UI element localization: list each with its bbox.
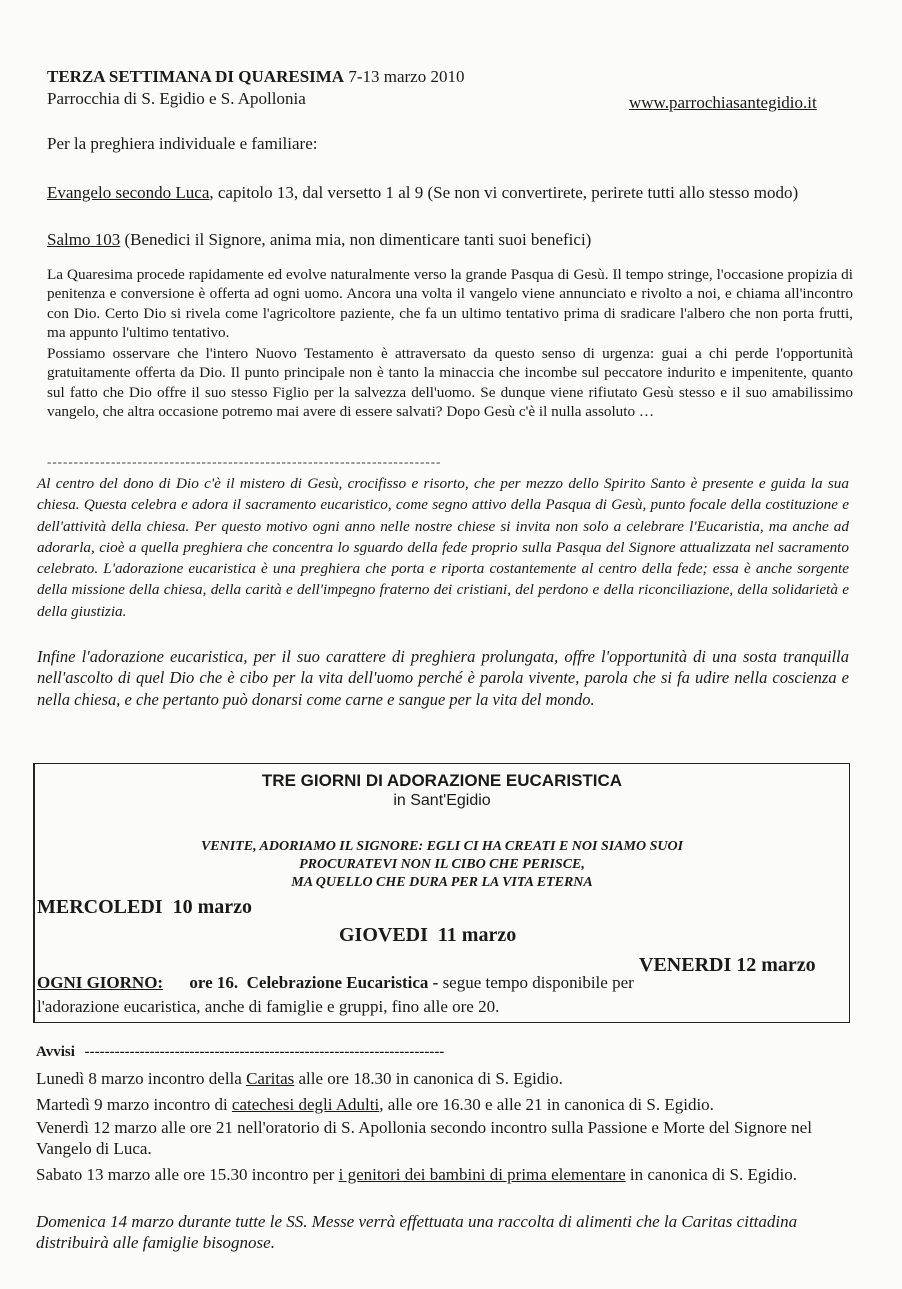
event-day-wednesday: MERCOLEDI 10 marzo — [37, 896, 252, 918]
notices-heading — [36, 1044, 444, 1061]
bulletin-title-dates: 7-13 marzo 2010 — [348, 67, 465, 86]
psalm-reading-link[interactable]: Salmo 103 — [47, 230, 121, 249]
notice-text: Martedì 9 marzo incontro di — [36, 1095, 232, 1114]
gospel-reading-link[interactable]: Evangelo secondo Luca — [47, 183, 210, 202]
notice-text: in canonica di S. Egidio. — [625, 1165, 798, 1184]
notice-item — [36, 1068, 846, 1089]
notice-text: , alle ore 16.30 e alle 21 in canonica di S. Egidio. — [379, 1095, 714, 1114]
parish-website-link[interactable]: www.parrochiasantegidio.it — [629, 93, 817, 112]
adoration-event-box — [33, 763, 850, 1023]
gospel-reading — [47, 183, 853, 203]
reflection-paragraph: Possiamo osservare che l'intero Nuovo Testamento è attraversato da questo senso di urgenza: guai a chi perde l'opportunità gratuitamente offerta da Dio. Il punto principale non è tanto la minaccia che incombe sul peccatore indurito e impenitente, quanto sul fatto che Dio offre il suo stesso Figlio per la salvezza dell'uomo. Se dunque viene rifiutato Gesù stesso e il suo amabilissimo vangelo, che altra occasione potremo mai avere di essere salvati? Dopo Gesù c'è il nulla assoluto … — [47, 345, 853, 421]
event-motto-line: VENITE, ADORIAMO IL SIGNORE: EGLI CI HA CREATI E NOI SIAMO SUOI — [200, 839, 684, 854]
prayer-intro: Per la preghiera individuale e familiare: — [47, 134, 318, 153]
notice-text: alle ore 18.30 in canonica di S. Egidio. — [294, 1069, 563, 1088]
bulletin-title — [47, 67, 464, 87]
notice-text: Lunedì 8 marzo incontro della — [36, 1069, 247, 1088]
every-day-label: OGNI GIORNO: — [37, 973, 164, 992]
adoration-paragraph: Infine l'adorazione eucaristica, per il suo carattere di preghiera prolungata, offre l'opportunità di una sosta tranquilla nell'ascolto di quel Dio che è cibo per la vita dell'uomo perché è parola vivente, parola che si fa udire nella coscienza e nella chiesa, e che pertanto può donarsi come carne e sangue per la vita del mondo. — [37, 647, 849, 709]
psalm-reading-text: (Benedici il Signore, anima mia, non dimenticare tanti suoi benefici) — [120, 230, 592, 249]
psalm-reading — [47, 230, 591, 250]
event-motto-line: MA QUELLO CHE DURA PER LA VITA ETERNA — [291, 875, 593, 890]
every-day-time: ore 16. Celebrazione Eucaristica - — [189, 973, 439, 992]
notice-item — [36, 1094, 846, 1115]
reflection-paragraph: La Quaresima procede rapidamente ed evolve naturalmente verso la grande Pasqua di Gesù. Il tempo stringe, l'occasione propizia di penitenza e conversione è offerta ad ogni uomo. Ancora una volta il vangelo viene annunciato e rivolto a noi, e chiama all'incontro con Dio. Certo Dio si rivela come l'agricoltore paziente, che fa un ultimo tentativo prima di sradicare l'albero che non porta frutti, ma appunto l'ultimo tentativo. — [47, 266, 853, 342]
event-schedule — [37, 973, 634, 993]
adult-catechesis-link[interactable]: catechesi degli Adulti — [231, 1095, 380, 1114]
adoration-paragraph: Al centro del dono di Dio c'è il mistero di Gesù, crocifisso e risorto, che per mezzo dello Spirito Santo è presente e guida la sua chiesa. Questa celebra e adora il sacramento eucaristico, come segno attivo della Pasqua di Gesù, punto focale della costituzione e dell'attività della chiesa. Per questo motivo ogni anno nelle nostre chiese si invita non solo a celebrare l'Eucaristia, ma anche ad adorarla, cioè a quella preghiera che concentra lo sguardo della fede proprio sulla Pasqua del Signore attualizzata nel sacramento celebrato. L'adorazione eucaristica è una preghiera che porta e riporta costantemente al centro della fede; essa è anche sorgente della missione della chiesa, della carità e dell'impegno fraterno dei cristiani, del perdono e della riconciliazione, della solidarietà e della giustizia. — [37, 475, 849, 620]
notice-text: Sabato 13 marzo alle ore 15.30 incontro per — [36, 1165, 339, 1184]
notice-item: Domenica 14 marzo durante tutte le SS. Messe verrà effettuata una raccolta di alimenti che la Caritas cittadina distribuirà alle famiglie bisognose. — [36, 1212, 798, 1252]
parish-name: Parrocchia di S. Egidio e S. Apollonia — [47, 89, 306, 108]
event-subtitle: in Sant'Egidio — [393, 792, 491, 809]
every-day-text: segue tempo disponibile per — [438, 973, 634, 992]
event-day-thursday: GIOVEDI 11 marzo — [339, 924, 517, 946]
event-motto-line: PROCURATEVI NON IL CIBO CHE PERISCE, — [299, 857, 585, 872]
notice-item: Venerdì 12 marzo alle ore 21 nell'oratorio di S. Apollonia secondo incontro sulla Passione e Morte del Signore nel Vangelo di Luca. — [36, 1118, 812, 1158]
notices-heading-dashes: ------------------------------------------------------------------------ — [84, 1044, 445, 1060]
notice-item — [36, 1164, 846, 1185]
section-divider: -------------------------------------------------------------------------- — [47, 454, 442, 469]
gospel-reading-text: , capitolo 13, dal versetto 1 al 9 (Se non vi convertirete, perirete tutti allo stesso modo) — [209, 183, 799, 202]
event-schedule-continued: l'adorazione eucaristica, anche di famiglie e gruppi, fino alle ore 20. — [37, 997, 500, 1016]
parents-first-grade-link[interactable]: i genitori dei bambini di prima elementare — [338, 1165, 626, 1184]
event-day-friday: VENERDI 12 marzo — [639, 954, 816, 976]
bulletin-title-bold: TERZA SETTIMANA DI QUARESIMA — [47, 67, 345, 86]
notices-heading-label: Avvisi — [36, 1044, 75, 1060]
event-title: TRE GIORNI DI ADORAZIONE EUCARISTICA — [261, 771, 623, 790]
caritas-link[interactable]: Caritas — [246, 1069, 295, 1088]
